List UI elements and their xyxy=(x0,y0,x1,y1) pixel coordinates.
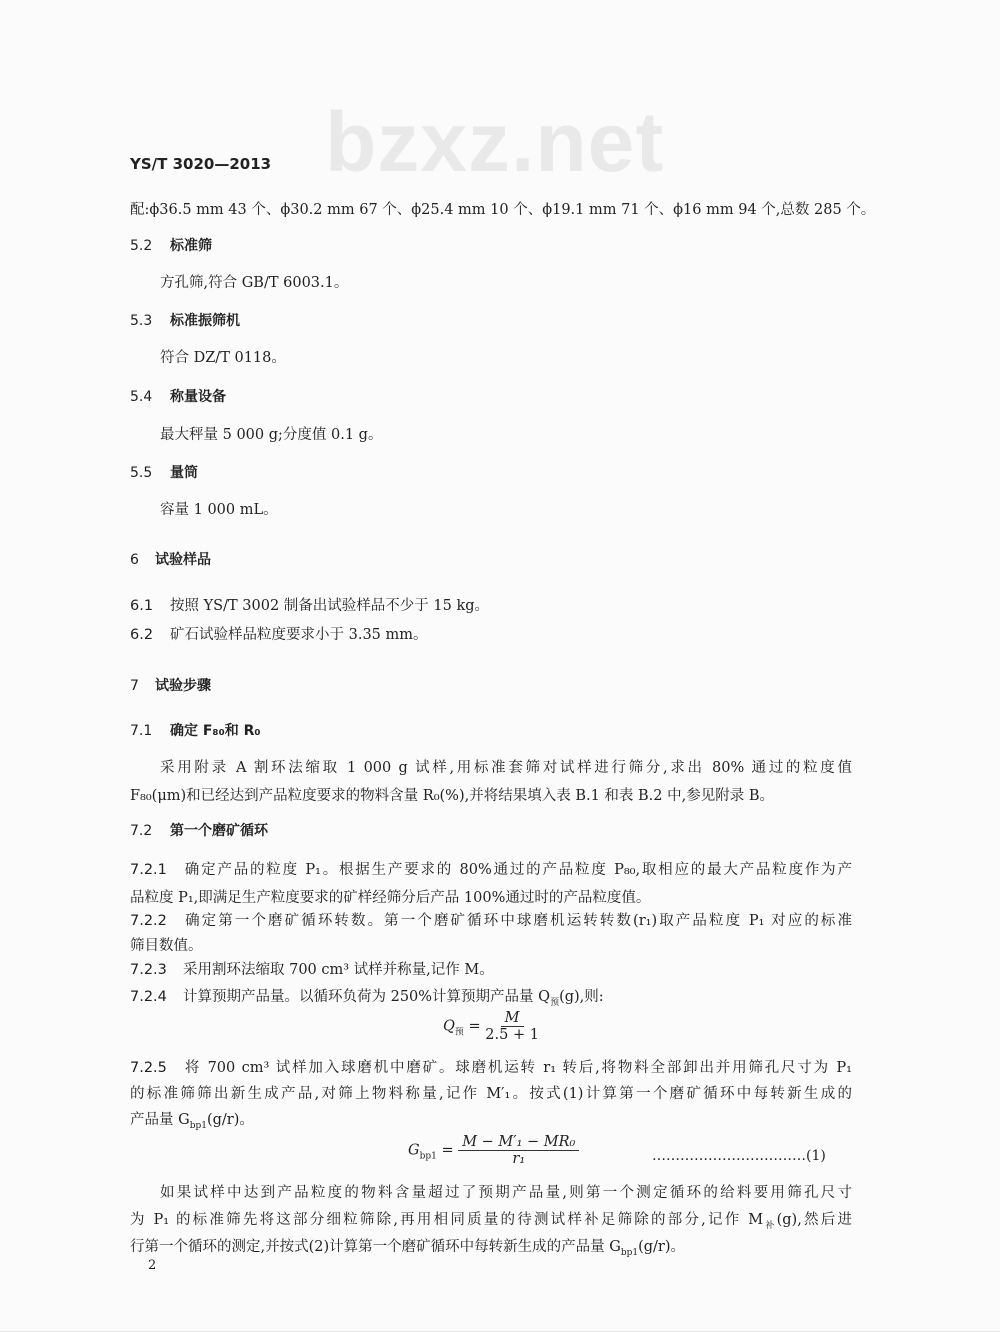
section-7-1-para-line2: F₈₀(μm)和已经达到产品粒度要求的物料含量 R₀(%),并将结果填入表 B.1 和表 B.2 中,参见附录 B。 xyxy=(130,788,775,804)
final-para-line2: 为 P₁ 的标准筛先将这部分细粒筛除,再用相同质量的待测试样补足筛除的部分,记作 $M_补(g)$,然后进 xyxy=(130,1212,852,1231)
watermark: bzxz.net xyxy=(325,95,665,189)
section-7-2-5-line3: 产品量 $G_{bp1}(g/r)$。 xyxy=(130,1112,254,1131)
section-7-2-1-line2: 品粒度 P₁,即满足生产粒度要求的矿样经筛分后产品 100%通过时的产品粒度值。 xyxy=(130,890,651,906)
section-5-3-heading: 5.3 标准振筛机 xyxy=(130,313,240,329)
section-6-heading: 6 试验样品 xyxy=(130,552,211,568)
standard-header: YS/T 3020—2013 xyxy=(130,155,272,173)
section-6-2: 6.2 矿石试验样品粒度要求小于 3.35 mm。 xyxy=(130,627,428,643)
final-para-line3: 行第一个循环的测定,并按式(2)计算第一个磨矿循环中每转新生成的产品量 $G_{bp1}(g/r)$。 xyxy=(130,1239,686,1258)
section-7-2-2-line1: 7.2.2 确定第一个磨矿循环转数。第一个磨矿循环中球磨机运转转数(r₁)取产品粒度 P₁ 对应的标准 xyxy=(130,913,852,929)
section-5-4-text: 最大秤量 5 000 g;分度值 0.1 g。 xyxy=(160,427,383,443)
section-7-2-heading: 7.2 第一个磨矿循环 xyxy=(130,823,268,839)
section-7-2-5-line1: 7.2.5 将 700 cm³ 试样加入球磨机中磨矿。球磨机运转 r₁ 转后,将物料全部卸出并用筛孔尺寸为 P₁ xyxy=(130,1060,852,1076)
section-7-2-4: 7.2.4 计算预期产品量。以循环负荷为 250%计算预期产品量 $Q_预(g)$,则: xyxy=(130,989,604,1008)
section-5-2-text: 方孔筛,符合 GB/T 6003.1。 xyxy=(160,275,349,291)
section-5-5-heading: 5.5 量筒 xyxy=(130,465,198,481)
final-para-line1: 如果试样中达到产品粒度的物料含量超过了预期产品量,则第一个测定循环的给料要用筛孔尺寸 xyxy=(160,1185,852,1201)
section-7-2-5-line2: 的标准筛筛出新生成产品,对筛上物料称量,记作 M′₁。按式(1)计算第一个磨矿循环中每转新生成的 xyxy=(130,1086,852,1102)
section-7-2-1-line1: 7.2.1 确定产品的粒度 P₁。根据生产要求的 80%通过的产品粒度 P₈₀,取相应的最大产品粒度作为产 xyxy=(130,862,852,878)
section-7-2-3: 7.2.3 采用割环法缩取 700 cm³ 试样并称量,记作 M。 xyxy=(130,962,494,978)
section-5-4-heading: 5.4 称量设备 xyxy=(130,389,226,405)
page-number: 2 xyxy=(148,1258,157,1273)
section-7-heading: 7 试验步骤 xyxy=(130,678,211,694)
section-5-3-text: 符合 DZ/T 0118。 xyxy=(160,350,286,366)
section-7-1-para-line1: 采用附录 A 割环法缩取 1 000 g 试样,用标准套筛对试样进行筛分,求出 80% 通过的粒度值 xyxy=(160,760,852,776)
formula-q-expected: $Q_预$ = $\frac{M}{2.5 + 1}$ xyxy=(443,1010,539,1043)
formula-1-label: ……………………………(1) xyxy=(652,1148,826,1164)
section-7-1-heading: 7.1 确定 F₈₀和 R₀ xyxy=(130,723,261,739)
formula-1: $G_{bp1}$ = $\frac{\text{M − M′₁ − MR₀}}{\text{r₁}}$ xyxy=(408,1134,579,1167)
section-6-1: 6.1 按照 YS/T 3002 制备出试验样品不少于 15 kg。 xyxy=(130,598,490,614)
section-7-2-2-line2: 筛目数值。 xyxy=(130,938,203,954)
section-5-5-text: 容量 1 000 mL。 xyxy=(160,502,278,518)
section-5-2-heading: 5.2 标准筛 xyxy=(130,238,212,254)
config-line: 配:ϕ36.5 mm 43 个、ϕ30.2 mm 67 个、ϕ25.4 mm 10 个、ϕ19.1 mm 71 个、ϕ16 mm 94 个,总数 285 个。 xyxy=(130,202,876,218)
